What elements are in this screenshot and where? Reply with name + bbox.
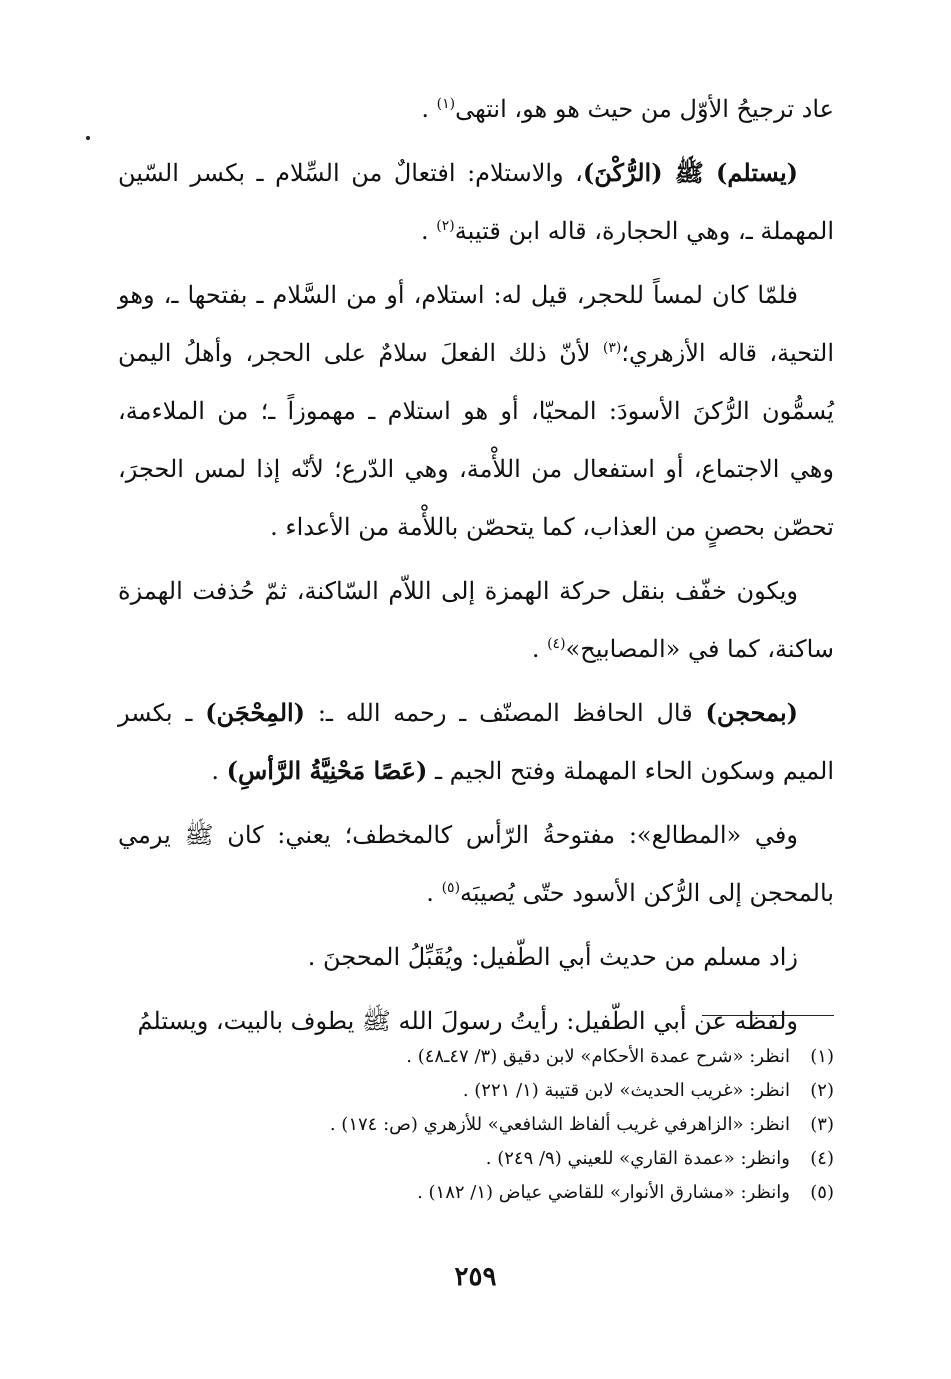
- margin-dot: [86, 136, 90, 140]
- text-run: قال الحافظ المصنّف ـ رحمه الله ـ:: [305, 699, 706, 727]
- footnote-ref: (٤): [547, 636, 566, 652]
- footnote-number: (٤): [810, 1148, 834, 1169]
- main-text: [118, 80, 834, 1056]
- text-run: وفي «المطالع»: مفتوحةُ الرّأس كالمخطف؛ يعني: كان ﷺ يرمي بالمحجن إلى الرُّكن الأسود حتّى يُصيبَه: [118, 821, 834, 907]
- footnote-text: انظر: «الزاهرفي غريب ألفاظ الشافعي» للأزهري (ص: ١٧٤) .: [329, 1114, 790, 1135]
- text-run: .: [211, 757, 227, 785]
- footnote-ref: (٣): [602, 340, 622, 356]
- footnote: [118, 1108, 834, 1142]
- paragraph: [118, 928, 834, 986]
- footnote-text: وانظر: «مشارق الأنوار» للقاضي عياض (١/ ١٨٢) .: [417, 1182, 790, 1203]
- text-run: .: [421, 95, 437, 123]
- bold-term: (بمحجن): [705, 698, 799, 727]
- footnote-ref: (١): [436, 96, 456, 112]
- footnote: [118, 1142, 834, 1176]
- bold-term: (عَصًا مَحْنِيَّةُ الرَّأسِ): [226, 756, 428, 785]
- footnote-ref: (٢): [436, 218, 455, 234]
- paragraph: [118, 684, 834, 800]
- footnote: [118, 1176, 834, 1210]
- text-run: عاد ترجيحُ الأوّل من حيث هو هو، انتهى: [455, 95, 834, 123]
- footnote: [118, 1040, 834, 1074]
- text-run: زاد مسلم من حديث أبي الطّفيل: ويُقَبِّلُ المحجنَ .: [307, 943, 798, 971]
- footnote-text: انظر: «غريب الحديث» لابن قتيبة (١/ ٢٢١) .: [462, 1080, 790, 1101]
- footnote-text: وانظر: «عمدة القاري» للعيني (٩/ ٢٤٩) .: [485, 1148, 790, 1169]
- footnotes: [118, 1040, 834, 1210]
- paragraph: [118, 80, 834, 138]
- page-number: ٢٥٩: [454, 1262, 497, 1292]
- bold-term: (يستلم) ﷺ (الرُّكْنَ): [582, 158, 799, 187]
- footnote-number: (٣): [810, 1114, 834, 1135]
- text-run: .: [531, 635, 548, 663]
- footnote-number: (٥): [810, 1182, 834, 1203]
- text-run: ويكون خفّف بنقل حركة الهمزة إلى اللاّم السّاكنة، ثمّ حُذفت الهمزة ساكنة، كما في «المصابيح»: [118, 577, 834, 663]
- text-run: ـ بكسر الميم وسكون الحاء المهملة وفتح الجيم ـ: [118, 699, 834, 785]
- text-run: .: [426, 879, 442, 907]
- text-run: فلمّا كان لمساً للحجر، قيل له: استلام، أو من السَّلام ـ بفتحها ـ، وهو التحية، قاله الأزهري؛: [118, 281, 834, 367]
- paragraph: [118, 266, 834, 556]
- paragraph: [118, 806, 834, 922]
- footnote-separator: [702, 1015, 834, 1016]
- text-run: .: [421, 217, 437, 245]
- paragraph: [118, 562, 834, 678]
- footnote-text: انظر: «شرح عمدة الأحكام» لابن دقيق (٣/ ٤٧ـ٤٨) .: [406, 1046, 790, 1067]
- footnote-number: (٢): [810, 1080, 834, 1101]
- text-run: ولفظه عن أبي الطّفيل: رأيتُ رسولَ الله ﷺ يطوف بالبيت، ويستلمُ: [137, 1007, 798, 1035]
- footnote: [118, 1074, 834, 1108]
- bold-term: (المِحْجَن): [205, 698, 306, 727]
- text-run: لأنّ ذلك الفعلَ سلامٌ على الحجر، وأهلُ اليمن يُسمُّون الرُّكنَ الأسودَ: المحيّا، أو هو استلام ـ مهموزاً ـ؛ من الملاءمة، وهي الاجتماع، أو استفعال من اللأْمة، وهي الدّرع؛ لأنّه إذا لمس الحجرَ، تحصّن بحصنٍ من العذاب، كما يتحصّن باللأْمة من الأعداء .: [118, 339, 835, 541]
- footnote-ref: (٥): [441, 880, 461, 896]
- footnote-number: (١): [810, 1046, 834, 1067]
- paragraph: [118, 144, 834, 260]
- text-run: ، والاستلام: افتعالٌ من السِّلام ـ بكسر السّين المهملة ـ، وهي الحجارة، قاله ابن قتيبة: [118, 159, 834, 245]
